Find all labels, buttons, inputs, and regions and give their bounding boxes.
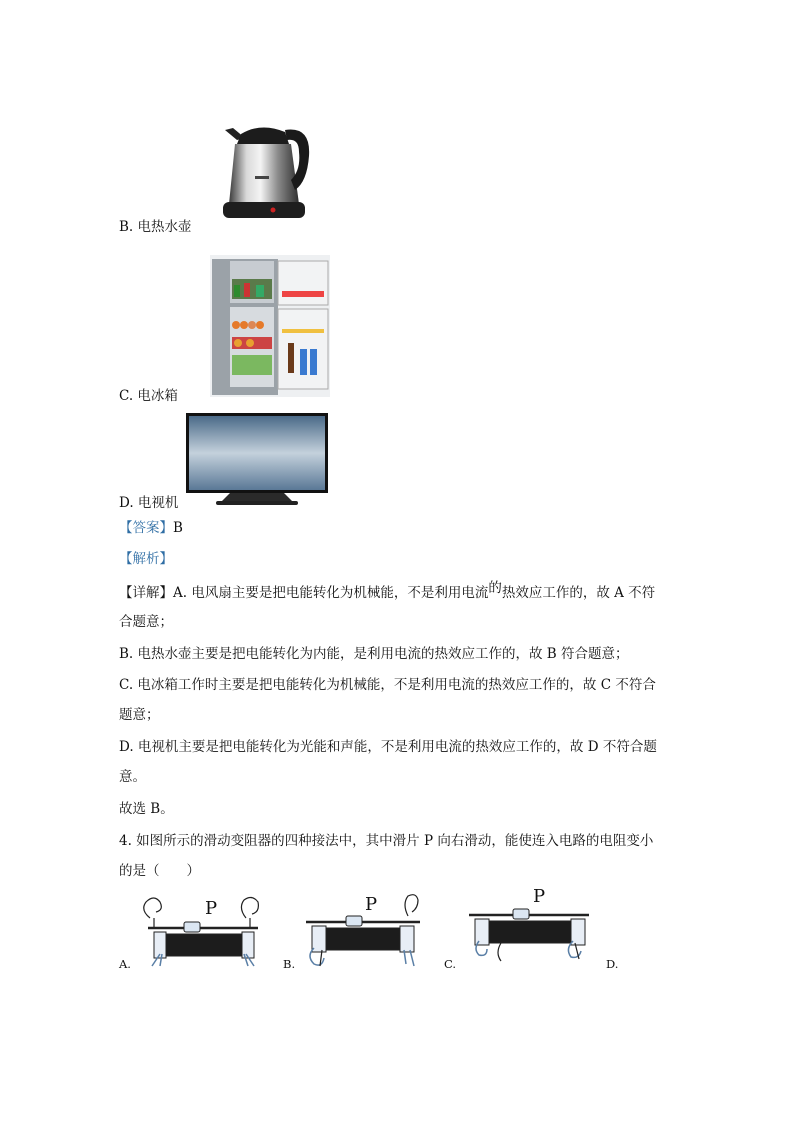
detail-a-line-1 (119, 580, 656, 602)
rheostat-diagram-a (140, 890, 265, 970)
answer-value: B (173, 520, 183, 536)
television-image (186, 413, 328, 507)
label-option-b: B. (283, 957, 296, 971)
slider-letter-a: P (205, 898, 218, 919)
detail-a-text-1: A. 电风扇主要是把电能转化为机械能，不是利用电流 (173, 585, 489, 601)
slider-letter-b: P (365, 894, 378, 915)
rheostat-diagram-c (465, 885, 595, 965)
answer-tag: 【答案】 (119, 520, 173, 536)
label-option-a: A. (119, 957, 131, 971)
rheostat-diagram-b (300, 890, 425, 970)
option-d-label: D. 电视机 (119, 495, 179, 511)
option-c-label: C. 电冰箱 (119, 388, 178, 404)
detail-b-line: B. 电热水壶主要是把电能转化为内能，是利用电流的热效应工作的，故 B 符合题意； (119, 646, 629, 662)
refrigerator-image (210, 255, 330, 397)
analysis-tag: 【解析】 (119, 551, 173, 567)
electric-kettle-image (215, 116, 313, 226)
detail-d-line-2: 意。 (119, 769, 146, 785)
option-b-label: B. 电热水壶 (119, 219, 192, 235)
detail-c-line-1: C. 电冰箱工作时主要是把电能转化为机械能，不是利用电流的热效应工作的，故 C 不符合 (119, 677, 656, 693)
slider-letter-c: P (533, 886, 546, 907)
detail-a-line-2: 合题意； (119, 614, 173, 630)
label-option-d: D. (606, 957, 619, 971)
detail-tag: 【详解】 (119, 585, 173, 601)
detail-c-line-2: 题意； (119, 707, 160, 723)
detail-conclusion: 故选 B。 (119, 801, 174, 817)
detail-d-line-1: D. 电视机主要是把电能转化为光能和声能，不是利用电流的热效应工作的，故 D 不符合题 (119, 739, 657, 755)
question-4-line-2: 的是（ ） (119, 863, 200, 879)
detail-a-text-2: 热效应工作的，故 A 不符 (501, 585, 656, 601)
answer-line (119, 519, 183, 537)
question-4-line-1: 4. 如图所示的滑动变阻器的四种接法中，其中滑片 P 向右滑动，能使连入电路的电阻变小 (119, 833, 654, 849)
detail-a-text-de: 的 (488, 580, 502, 596)
label-option-c: C. (444, 957, 457, 971)
